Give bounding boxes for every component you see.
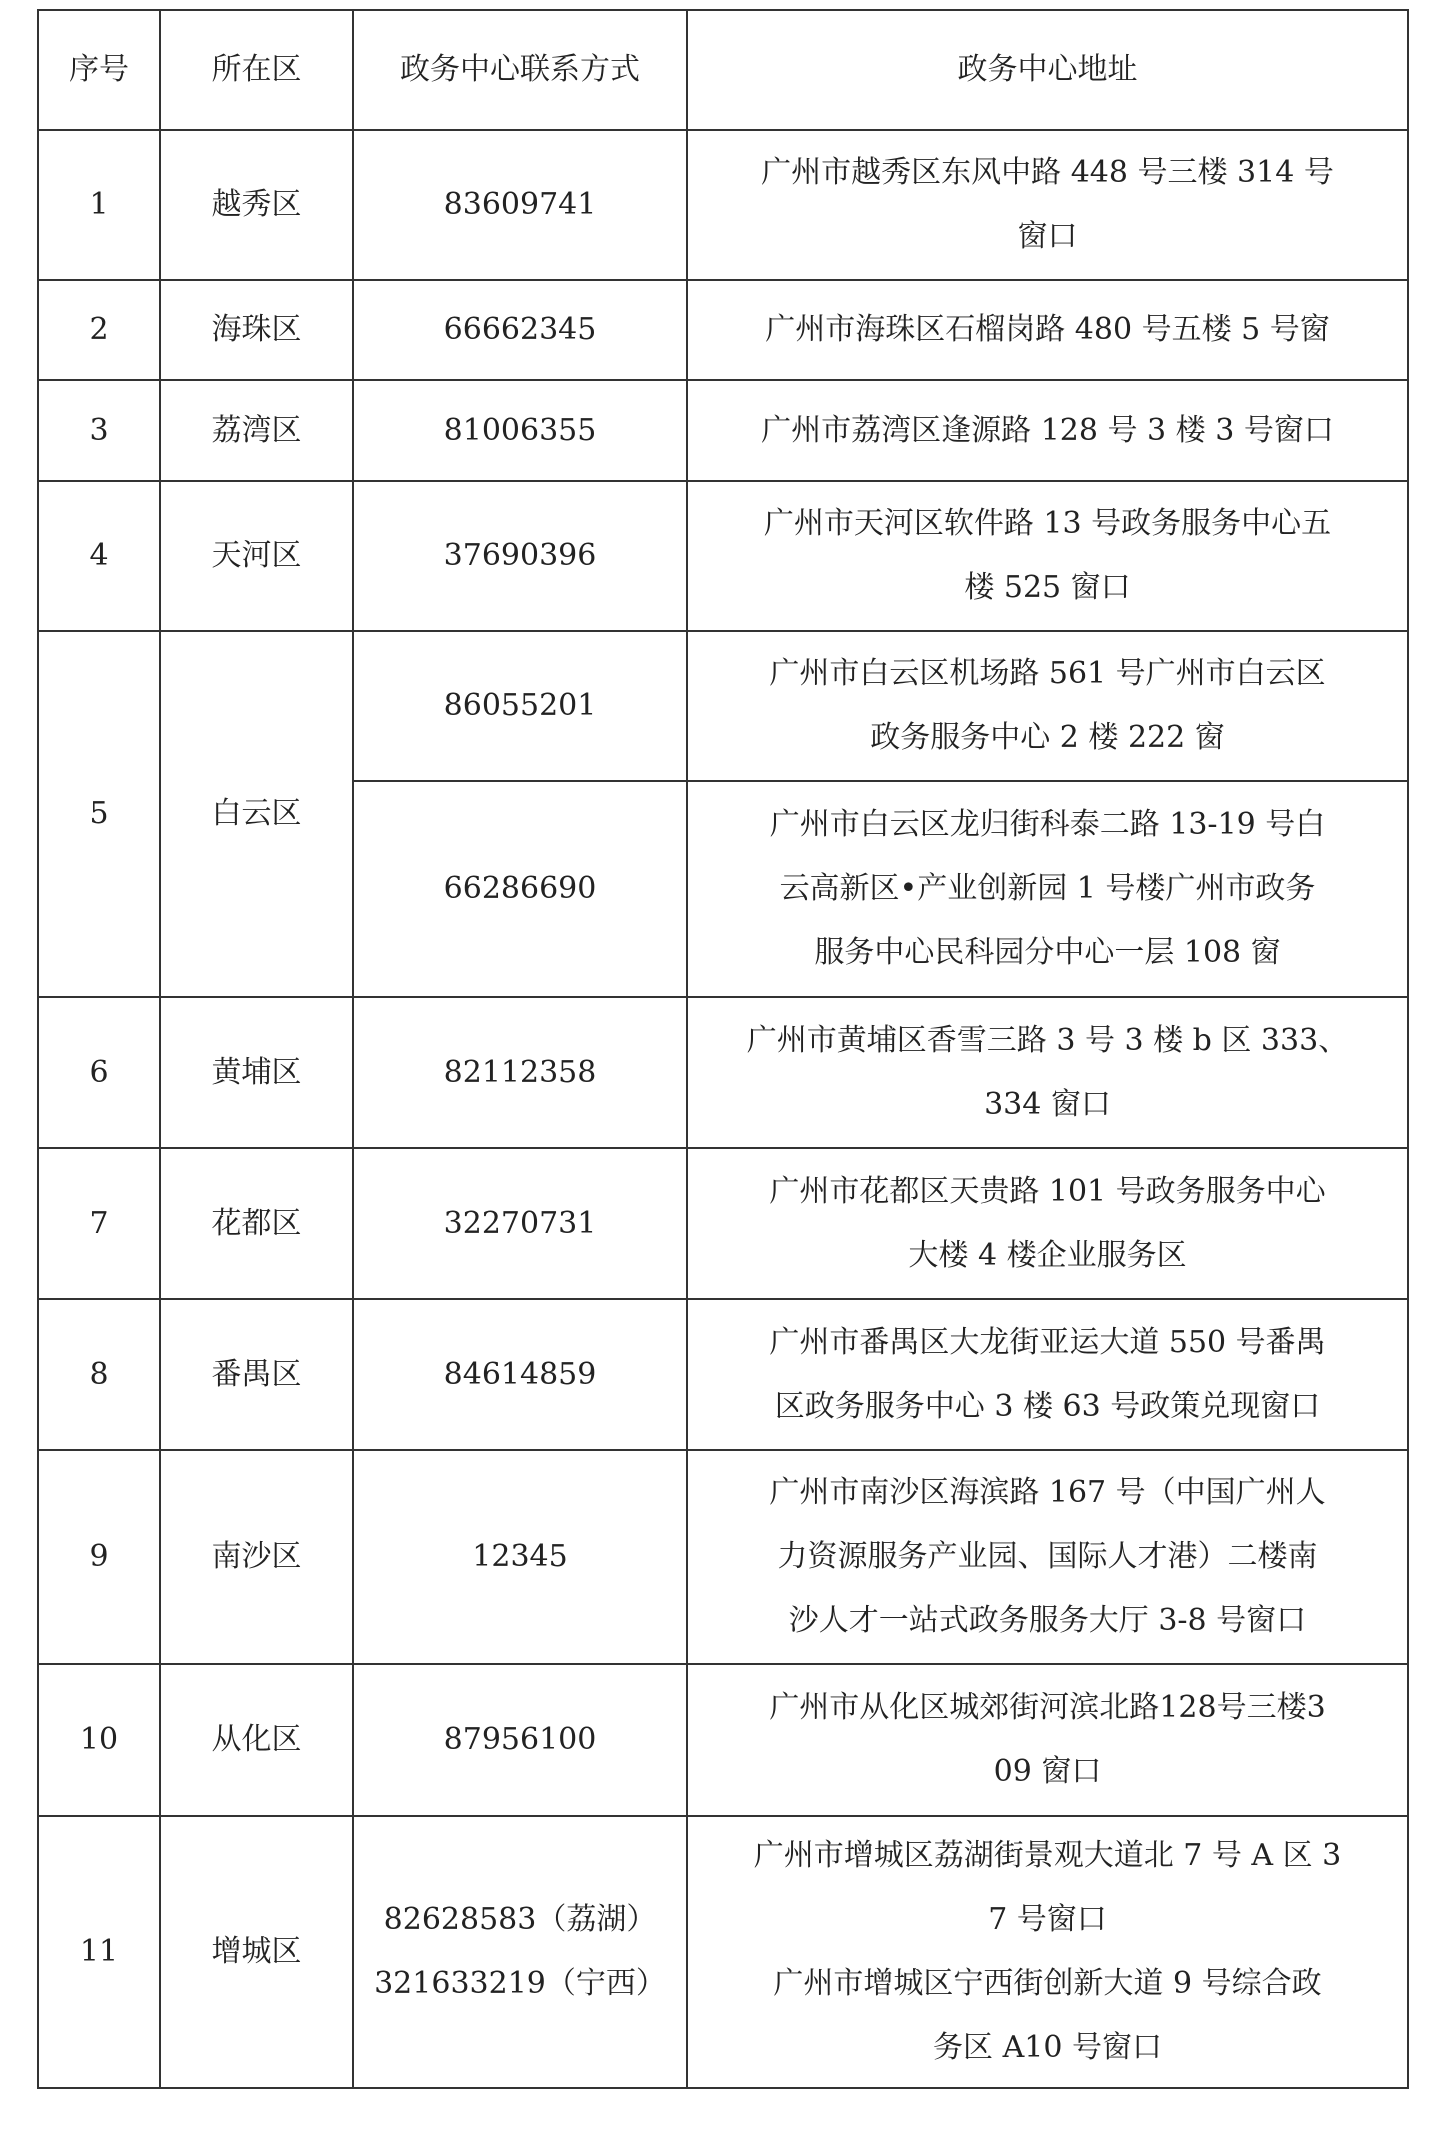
address-line: 务区 A10 号窗口 — [933, 2030, 1162, 2065]
phone-number: 83609741 — [443, 187, 597, 222]
row-address — [687, 1664, 1408, 1816]
address-line: 窗口 — [1017, 219, 1078, 254]
phone-number: 87956100 — [443, 1722, 597, 1757]
row-contact-phone — [353, 481, 687, 631]
row-address — [687, 1816, 1408, 2088]
header-index: 序号 — [38, 10, 160, 130]
address-line: 334 窗口 — [984, 1086, 1111, 1122]
row-address — [687, 1148, 1408, 1299]
phone-number: 321633219（宁西） — [374, 1966, 666, 2001]
row-contact-phone — [353, 631, 687, 781]
table-body — [38, 130, 1408, 2088]
table-row — [38, 280, 1408, 380]
row-contact-phone — [353, 130, 687, 280]
table-row — [38, 1299, 1408, 1450]
row-district: 花都区 — [160, 1148, 353, 1299]
address-line: 7 号窗口 — [988, 1902, 1107, 1937]
address-line: 服务中心民科园分中心一层 108 窗 — [814, 935, 1281, 970]
address-line: 广州市增城区荔湖街景观大道北 7 号 A 区 3 — [753, 1838, 1342, 1873]
row-address — [687, 380, 1408, 481]
row-contact-phone — [353, 1148, 687, 1299]
header-contact: 政务中心联系方式 — [353, 10, 687, 130]
table-row — [38, 130, 1408, 280]
address-line: 政务服务中心 2 楼 222 窗 — [870, 720, 1225, 755]
phone-number: 66286690 — [443, 871, 597, 906]
address-line: 广州市番禺区大龙街亚运大道 550 号番禺 — [769, 1324, 1326, 1360]
address-line: 广州市花都区天贵路 101 号政务服务中心 — [769, 1173, 1326, 1209]
phone-number: 37690396 — [443, 538, 597, 573]
row-address — [687, 1450, 1408, 1664]
row-address — [687, 130, 1408, 280]
phone-number: 82628583（荔湖） — [383, 1902, 657, 1937]
row-district: 南沙区 — [160, 1450, 353, 1664]
phone-number: 86055201 — [443, 688, 597, 723]
phone-number: 81006355 — [443, 412, 597, 448]
address-line: 楼 525 窗口 — [964, 570, 1131, 605]
row-address — [687, 280, 1408, 380]
row-contact-phone — [353, 997, 687, 1148]
address-line: 广州市增城区宁西街创新大道 9 号综合政 — [773, 1966, 1322, 2001]
row-district: 黄埔区 — [160, 997, 353, 1148]
address-line: 广州市白云区机场路 561 号广州市白云区 — [769, 656, 1326, 691]
row-contact-phone — [353, 380, 687, 481]
row-index: 10 — [38, 1664, 160, 1816]
row-address — [687, 997, 1408, 1148]
row-index: 3 — [38, 380, 160, 481]
row-district: 番禺区 — [160, 1299, 353, 1450]
table-row — [38, 1816, 1408, 2088]
row-district: 海珠区 — [160, 280, 353, 380]
row-district: 天河区 — [160, 481, 353, 631]
header-address: 政务中心地址 — [687, 10, 1408, 130]
phone-number: 66662345 — [443, 312, 597, 347]
row-index: 7 — [38, 1148, 160, 1299]
address-line: 09 窗口 — [993, 1754, 1102, 1789]
address-line: 云高新区•产业创新园 1 号楼广州市政务 — [779, 871, 1316, 906]
row-district: 从化区 — [160, 1664, 353, 1816]
address-line: 广州市白云区龙归街科泰二路 13-19 号白 — [769, 807, 1326, 842]
row-index: 11 — [38, 1816, 160, 2088]
address-line: 广州市南沙区海滨路 167 号（中国广州人 — [769, 1475, 1326, 1510]
row-index: 4 — [38, 481, 160, 631]
address-line: 广州市从化区城郊街河滨北路128号三楼3 — [769, 1690, 1326, 1725]
table-row — [38, 1450, 1408, 1664]
address-line: 广州市天河区软件路 13 号政务服务中心五 — [763, 506, 1332, 541]
row-contact-phone — [353, 1664, 687, 1816]
header-district: 所在区 — [160, 10, 353, 130]
address-line: 大楼 4 楼企业服务区 — [908, 1237, 1187, 1273]
address-line: 广州市荔湾区逢源路 128 号 3 楼 3 号窗口 — [761, 412, 1334, 448]
row-district: 白云区 — [160, 631, 353, 997]
address-line: 广州市海珠区石榴岗路 480 号五楼 5 号窗 — [765, 312, 1330, 347]
row-contact-phone — [353, 1816, 687, 2088]
table-row — [38, 997, 1408, 1148]
row-address — [687, 781, 1408, 997]
row-index: 5 — [38, 631, 160, 997]
table-row — [38, 380, 1408, 481]
address-line: 力资源服务产业园、国际人才港）二楼南 — [777, 1539, 1318, 1574]
row-contact-phone — [353, 280, 687, 380]
table-header-row — [38, 10, 1408, 130]
row-index: 1 — [38, 130, 160, 280]
row-district: 增城区 — [160, 1816, 353, 2088]
row-contact-phone — [353, 1450, 687, 1664]
table-row — [38, 1664, 1408, 1816]
address-line: 广州市黄埔区香雪三路 3 号 3 楼 b 区 333、 — [746, 1022, 1349, 1058]
row-index: 8 — [38, 1299, 160, 1450]
address-line: 广州市越秀区东风中路 448 号三楼 314 号 — [761, 155, 1334, 190]
table-row — [38, 1148, 1408, 1299]
phone-number: 84614859 — [443, 1356, 597, 1392]
phone-number: 32270731 — [443, 1205, 597, 1241]
row-contact-phone — [353, 1299, 687, 1450]
row-index: 6 — [38, 997, 160, 1148]
row-index: 2 — [38, 280, 160, 380]
row-index: 9 — [38, 1450, 160, 1664]
table-row — [38, 631, 1408, 781]
row-address — [687, 631, 1408, 781]
row-address — [687, 1299, 1408, 1450]
row-contact-phone — [353, 781, 687, 997]
row-district: 越秀区 — [160, 130, 353, 280]
table-row — [38, 481, 1408, 631]
row-district: 荔湾区 — [160, 380, 353, 481]
address-line: 沙人才一站式政务服务大厅 3-8 号窗口 — [788, 1603, 1307, 1638]
government-center-contact-table — [37, 9, 1409, 2089]
address-line: 区政务服务中心 3 楼 63 号政策兑现窗口 — [774, 1388, 1321, 1424]
phone-number: 82112358 — [443, 1054, 597, 1090]
phone-number: 12345 — [472, 1539, 568, 1574]
row-address — [687, 481, 1408, 631]
